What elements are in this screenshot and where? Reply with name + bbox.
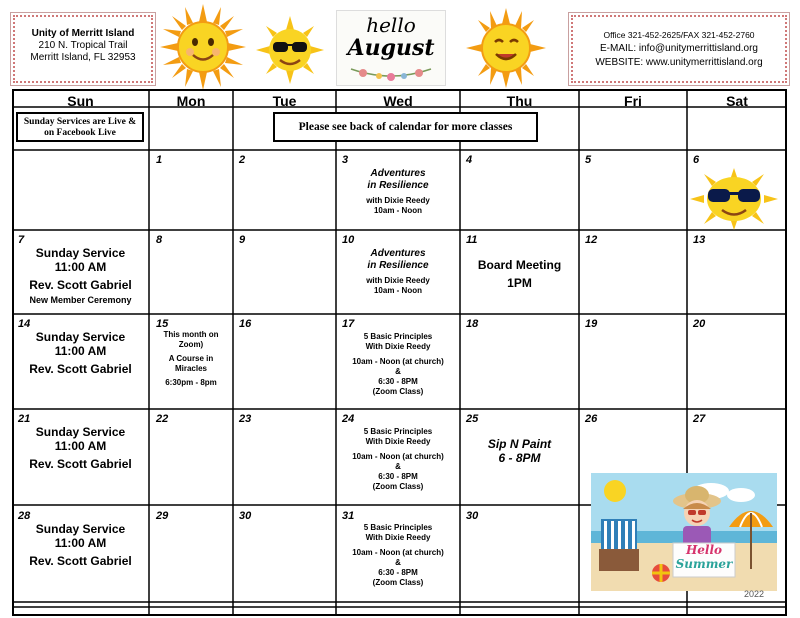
event-title: Sip N Paint: [487, 437, 552, 451]
hello-august-banner: [336, 10, 446, 86]
hello-summer-illustration: [591, 473, 777, 591]
email: E-MAIL: info@unitymerrittisland.org: [600, 43, 758, 54]
event-adventures-3: [336, 168, 460, 216]
year-label: 2022: [744, 589, 765, 599]
event-time: 6:30 - 8PM: [378, 568, 418, 577]
event-title-line2: in Resilience: [367, 180, 429, 191]
day-header-wed: Wed: [383, 93, 413, 109]
day-header-fri: Fri: [624, 93, 642, 109]
date-number: 25: [466, 413, 479, 425]
event-host: with Dixie Reedy: [366, 276, 430, 285]
event-title: Sunday Service: [35, 425, 126, 439]
event-title: 5 Basic Principles: [363, 427, 433, 436]
date-number: 30: [239, 510, 252, 522]
date-number: 18: [466, 318, 479, 330]
date-number: 30: [466, 510, 479, 522]
sun-sunglasses-icon: [690, 168, 778, 230]
event-title-line1: Adventures: [370, 248, 426, 259]
event-time: 11:00 AM: [54, 439, 107, 453]
hello-summer-sign-top: Hello: [685, 543, 723, 557]
event-title-line1: Adventures: [370, 168, 426, 179]
event-note: (Zoom Class): [372, 578, 424, 587]
date-number: 22: [156, 413, 169, 425]
classes-notice: Please see back of calendar for more classes: [273, 112, 538, 142]
date-number: 6: [693, 154, 700, 166]
date-number: 10: [342, 234, 355, 246]
day-header-sat: Sat: [726, 93, 748, 109]
address-line2: Merritt Island, FL 32953: [30, 52, 136, 63]
date-number: 2: [239, 154, 246, 166]
event-time: 11:00 AM: [54, 536, 107, 550]
event-time: 10am - Noon (at church): [352, 548, 444, 557]
date-number: 15: [156, 318, 169, 330]
event-sunday-service-14: [12, 330, 149, 376]
event-title: Board Meeting: [477, 258, 562, 272]
event-host: With Dixie Reedy: [365, 342, 431, 351]
event-adventures-10: [336, 248, 460, 296]
date-number: 24: [342, 413, 355, 425]
hello-text: hello: [366, 13, 416, 37]
event-host: Rev. Scott Gabriel: [29, 554, 132, 568]
event-time: 10am - Noon: [373, 286, 422, 295]
event-title-line2: in Resilience: [367, 260, 429, 271]
hello-summer-sign-bottom: Summer: [675, 557, 733, 571]
event-amp: &: [395, 558, 401, 567]
event-time: 10am - Noon (at church): [352, 452, 444, 461]
date-number: 21: [18, 413, 31, 425]
event-note: New Member Ceremony: [29, 295, 132, 305]
contact-box: [568, 12, 790, 86]
event-title: A Course in Miracles: [168, 354, 214, 373]
date-number: 29: [156, 510, 169, 522]
date-number: 11: [466, 234, 478, 246]
event-course-15: [159, 330, 223, 388]
event-title: Sunday Service: [35, 330, 126, 344]
event-title: 5 Basic Principles: [363, 332, 433, 341]
event-title: Sunday Service: [35, 246, 126, 260]
date-number: 9: [239, 234, 246, 246]
event-time: 6 - 8PM: [498, 451, 541, 465]
day-header-mon: Mon: [176, 93, 206, 109]
day-header-thu: Thu: [506, 93, 533, 109]
event-principles-31: [336, 523, 460, 588]
event-host: with Dixie Reedy: [366, 196, 430, 205]
event-time: 11:00 AM: [54, 260, 107, 274]
event-note: (Zoom Class): [372, 387, 424, 396]
event-time: 1PM: [507, 276, 532, 290]
date-number: 27: [693, 413, 706, 425]
date-number: 5: [585, 154, 592, 166]
day-header-tue: Tue: [272, 93, 297, 109]
event-note: This month on Zoom): [163, 330, 219, 349]
address-box: [10, 12, 156, 86]
date-number: 26: [585, 413, 598, 425]
event-time: 10am - Noon (at church): [352, 357, 444, 366]
date-number: 23: [239, 413, 252, 425]
event-host: Rev. Scott Gabriel: [29, 362, 132, 376]
event-amp: &: [395, 462, 401, 471]
event-sunday-service-21: [12, 425, 149, 471]
event-host: Rev. Scott Gabriel: [29, 278, 132, 292]
date-number: 4: [466, 154, 473, 166]
event-host: Rev. Scott Gabriel: [29, 457, 132, 471]
day-header-sun: Sun: [67, 93, 94, 109]
event-host: With Dixie Reedy: [365, 533, 431, 542]
event-sip-paint-25: [460, 437, 579, 465]
sun-wink-icon: [466, 8, 546, 88]
office-phone: Office 321-452-2625/FAX 321-452-2760: [603, 30, 755, 40]
event-amp: &: [395, 367, 401, 376]
event-title: 5 Basic Principles: [363, 523, 433, 532]
event-time: 6:30 - 8PM: [378, 472, 418, 481]
date-number: 1: [156, 154, 163, 166]
date-number: 19: [585, 318, 598, 330]
date-number: 16: [239, 318, 252, 330]
date-number: 7: [18, 234, 25, 246]
date-number: 13: [693, 234, 706, 246]
date-number: 17: [342, 318, 355, 330]
date-number: 3: [342, 154, 349, 166]
event-title: Sunday Service: [35, 522, 126, 536]
sun-sunglasses-icon: [256, 16, 324, 84]
event-sunday-service-7: [12, 246, 149, 306]
date-number: 14: [18, 318, 31, 330]
address-line1: 210 N. Tropical Trail: [38, 40, 128, 51]
sun-smile-icon: [160, 4, 246, 90]
event-host: With Dixie Reedy: [365, 437, 431, 446]
event-time: 11:00 AM: [54, 344, 107, 358]
event-principles-17: [336, 332, 460, 397]
beach-scene-icon: [591, 473, 777, 591]
website: WEBSITE: www.unitymerrittisland.org: [595, 57, 763, 68]
event-principles-24: [336, 427, 460, 492]
event-board-meeting-11: [460, 258, 579, 290]
date-number: 28: [18, 510, 31, 522]
month-text: August: [347, 35, 435, 61]
date-number: 31: [342, 510, 355, 522]
date-number: 12: [585, 234, 598, 246]
event-time: 10am - Noon: [373, 206, 422, 215]
event-time: 6:30pm - 8pm: [165, 378, 217, 387]
event-time: 6:30 - 8PM: [378, 377, 418, 386]
event-note: (Zoom Class): [372, 482, 424, 491]
live-notice: Sunday Services are Live & on Facebook Live: [16, 112, 144, 142]
org-name: Unity of Merritt Island: [31, 28, 135, 39]
event-sunday-service-28: [12, 522, 149, 568]
date-number: 20: [693, 318, 706, 330]
date-number: 8: [156, 234, 163, 246]
floral-garland-icon: [349, 63, 433, 81]
